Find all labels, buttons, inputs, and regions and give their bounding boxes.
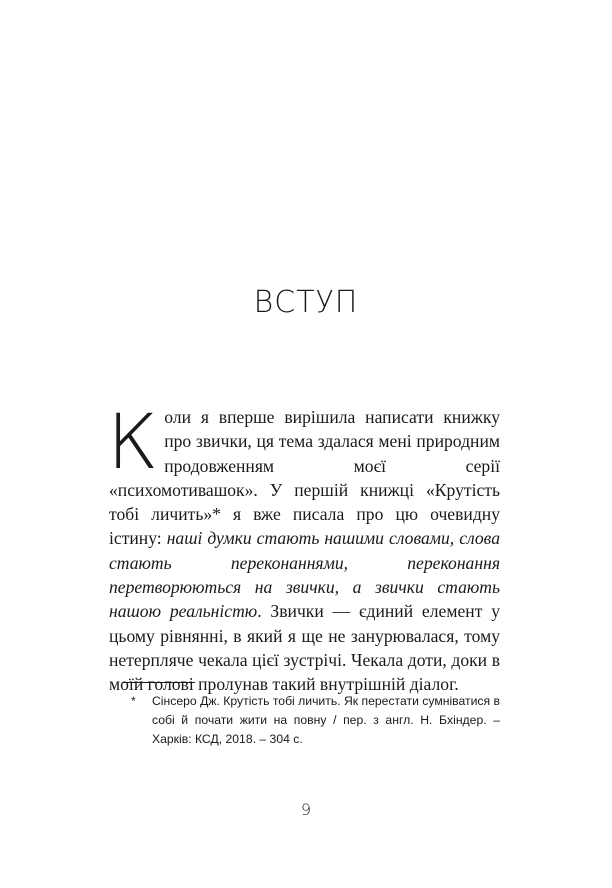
text-segment: . Звички — єдиний елемент у цьому рівнянні, в який я ще не занурювалася, тому нетерпляче чекала цієї зустрічі. Чекала доти, доки в моїй голові пролунав такий внутрішній діалог. [109, 601, 500, 695]
text-segment: оли я вперше вирішила написати книжку про звички, ця тема здалася мені природним продовженням моєї серії «психомотивашок». У першій книжці «Крутість тобі личить»* я вже писала про цю очевидну істину: [109, 407, 500, 549]
chapter-title: ВСТУП [253, 285, 359, 320]
drop-cap: К [107, 397, 159, 486]
italic-quote: наші думки стають нашими словами, слова стають переконаннями, переконання перетворюються на звички, а звички стають нашою реальністю [109, 528, 500, 622]
page-number: 9 [300, 800, 312, 819]
footnote-text: Сінсеро Дж. Крутість тобі личить. Як перестати сумніватися в собі й почати жити на повну / пер. з англ. Н. Бхіндер. – Харків: КСД, 2018. – 304 с. [152, 694, 500, 746]
footnote [109, 692, 500, 749]
intro-paragraph [107, 397, 500, 697]
footnote-divider [123, 682, 195, 683]
footnote-mark: * [131, 694, 136, 708]
